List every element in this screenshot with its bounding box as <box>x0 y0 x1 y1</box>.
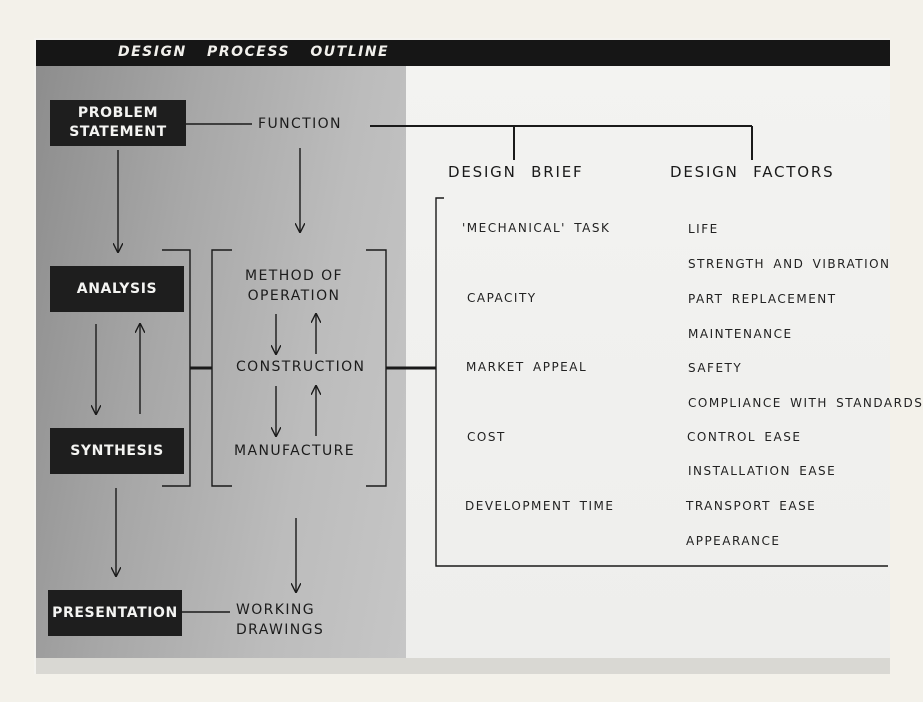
working-drawings-label <box>236 600 324 640</box>
problem-statement-line-1: PROBLEM <box>77 105 159 121</box>
design-factors-list <box>680 210 923 560</box>
factor-item: PART REPLACEMENT <box>688 292 837 306</box>
function-label: FUNCTION <box>258 116 342 132</box>
factor-item: TRANSPORT EASE <box>686 499 817 513</box>
brief-item: MARKET APPEAL <box>466 360 588 374</box>
factor-item: APPEARANCE <box>686 534 781 548</box>
presentation-box <box>48 590 182 636</box>
factor-item: STRENGTH AND VIBRATION <box>688 257 891 271</box>
method-line-1: METHOD OF <box>245 268 343 284</box>
factor-item: COMPLIANCE WITH STANDARDS <box>688 396 923 410</box>
working-drawings-line-2: DRAWINGS <box>236 622 325 638</box>
brief-item: CAPACITY <box>467 291 537 305</box>
factor-item: LIFE <box>688 222 719 236</box>
factor-item: SAFETY <box>688 361 743 375</box>
diagram-title: DESIGN PROCESS OUTLINE <box>118 44 390 60</box>
method-line-2: OPERATION <box>247 288 341 304</box>
analysis-label: ANALYSIS <box>76 280 158 297</box>
method-of-operation-label <box>234 266 354 306</box>
brief-item: DEVELOPMENT TIME <box>465 499 615 513</box>
construction-label: CONSTRUCTION <box>236 359 366 375</box>
bracket-method-group-left <box>212 250 232 486</box>
design-brief-heading: DESIGN BRIEF <box>448 163 584 181</box>
brief-item: 'MECHANICAL' TASK <box>462 221 611 235</box>
factor-item: INSTALLATION EASE <box>688 464 837 478</box>
problem-statement-line-2: STATEMENT <box>69 124 167 140</box>
factor-item: CONTROL EASE <box>687 430 802 444</box>
design-factors-heading: DESIGN FACTORS <box>670 163 835 181</box>
manufacture-label: MANUFACTURE <box>234 443 356 459</box>
synthesis-label: SYNTHESIS <box>70 442 164 459</box>
problem-statement-box <box>50 100 186 146</box>
working-drawings-line-1: WORKING <box>236 602 316 618</box>
synthesis-box <box>50 428 184 474</box>
bracket-method-group-right <box>366 250 386 486</box>
factor-item: MAINTENANCE <box>688 327 793 341</box>
analysis-box <box>50 266 184 312</box>
presentation-label: PRESENTATION <box>52 604 178 621</box>
brief-item: COST <box>467 430 506 444</box>
